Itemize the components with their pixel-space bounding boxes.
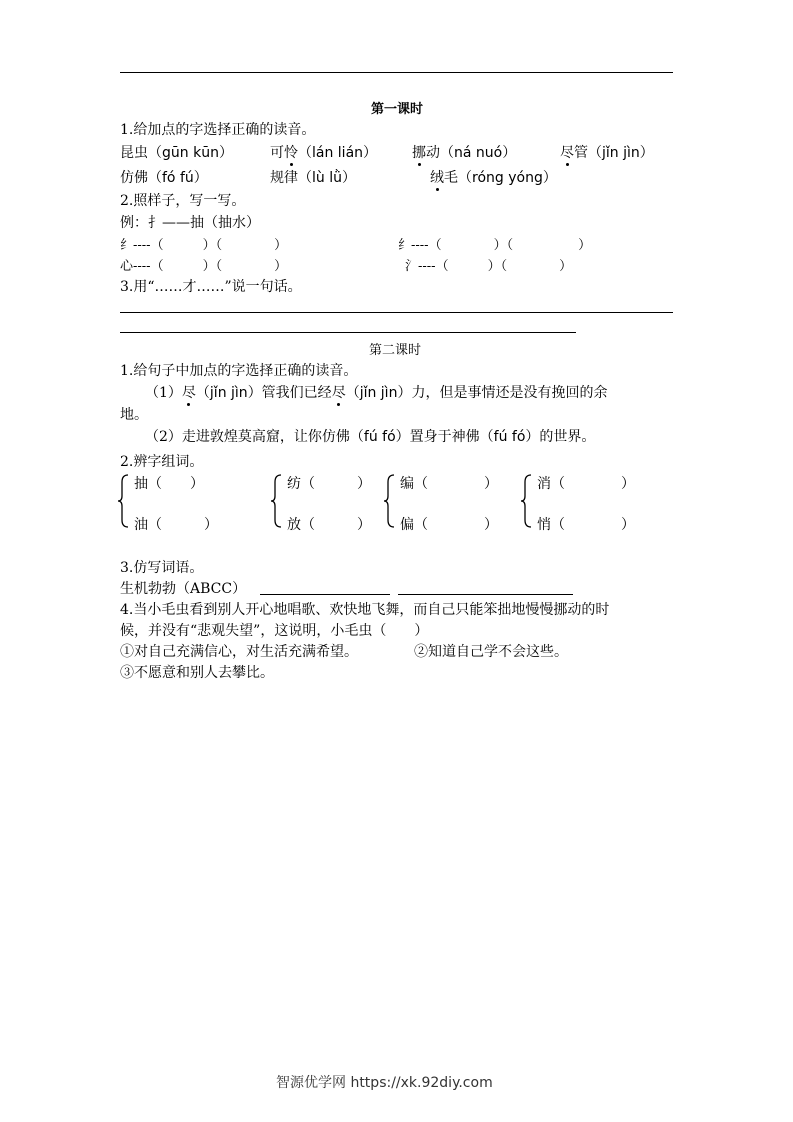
- answer-line: [120, 332, 576, 333]
- sentence-2: （2）走进敦煌莫高窟，让你仿佛（fú fó）置身于神佛（fú fó）的世界。: [145, 429, 596, 445]
- answer-line: [398, 594, 573, 595]
- radical-line: 心----（ ）（ ）: [120, 259, 288, 274]
- brace-icon: [383, 474, 393, 528]
- lesson2-title: 第二课时: [369, 343, 422, 358]
- answer-line: [260, 594, 390, 595]
- answer-line: [120, 312, 673, 313]
- lesson1-q1-prompt: 1.给加点的字选择正确的读音。: [120, 122, 316, 138]
- lesson2-q2-prompt: 2.辨字组词。: [120, 454, 204, 470]
- pinyin-item-jinguan: 尽管（jǐn jìn）: [560, 142, 654, 162]
- pinyin-item-guilv: 规律（lù lǜ）: [270, 170, 356, 186]
- word-group-top: 抽（ ）: [134, 476, 204, 492]
- option-1: ①对自己充满信心，对生活充满希望。: [120, 644, 358, 660]
- sentence-1-cont: 地。: [120, 407, 148, 423]
- lesson2-q1-prompt: 1.给句子中加点的字选择正确的读音。: [120, 363, 358, 379]
- brace-icon: [117, 474, 127, 528]
- lesson2-q3-prompt: 3.仿写词语。: [120, 560, 204, 576]
- word-group-top: 纺（ ）: [287, 476, 371, 492]
- pinyin-item-kunchong: 昆虫（gūn kūn）: [120, 145, 233, 161]
- word-group-bottom: 油（ ）: [134, 517, 218, 533]
- lesson1-q2-example: 例：扌——抽（抽水）: [120, 215, 260, 231]
- word-group-top: 编（ ）: [400, 476, 498, 492]
- word-group-bottom: 偏（ ）: [400, 517, 498, 533]
- lesson2-q4-prompt-cont: 候，并没有“悲观失望”，这说明，小毛虫（ ）: [120, 623, 429, 639]
- brace-icon: [270, 474, 280, 528]
- lesson1-q3-prompt: 3.用“……才……”说一句话。: [120, 279, 302, 295]
- sentence-1: （1）尽（jǐn jìn）管我们已经尽（jǐn jìn）力，但是事情还是没有挽回的余: [145, 382, 607, 402]
- pinyin-item-nuodong: 挪动（ná nuó）: [412, 142, 516, 162]
- lesson1-q2-prompt: 2.照样子，写一写。: [120, 193, 246, 209]
- brace-icon: [520, 474, 530, 528]
- radical-line: 纟----（ ）（ ）: [398, 238, 592, 253]
- option-2: ②知道自己学不会这些。: [414, 644, 568, 660]
- pinyin-item-rongmao: 绒毛（róng yóng）: [430, 167, 557, 187]
- header-rule: [120, 72, 673, 73]
- radical-line: 纟----（ ）（ ）: [120, 238, 288, 253]
- pinyin-item-kelian: 可怜（lán lián）: [270, 142, 377, 162]
- word-group-bottom: 放（ ）: [287, 517, 371, 533]
- word-group-bottom: 悄（ ）: [537, 517, 635, 533]
- radical-line: 氵----（ ）（ ）: [405, 259, 573, 274]
- imitate-word-item: 生机勃勃（ABCC）: [120, 581, 247, 597]
- footer-watermark: 智源优学网 https://xk.92diy.com: [276, 1075, 493, 1091]
- word-group-top: 消（ ）: [537, 476, 635, 492]
- pinyin-item-fangfu: 仿佛（fó fú）: [120, 170, 208, 186]
- option-3: ③不愿意和别人去攀比。: [120, 665, 274, 681]
- lesson1-title: 第一课时: [371, 102, 424, 117]
- lesson2-q4-prompt: 4.当小毛虫看到别人开心地唱歌、欢快地飞舞，而自己只能笨拙地慢慢挪动的时: [120, 602, 610, 618]
